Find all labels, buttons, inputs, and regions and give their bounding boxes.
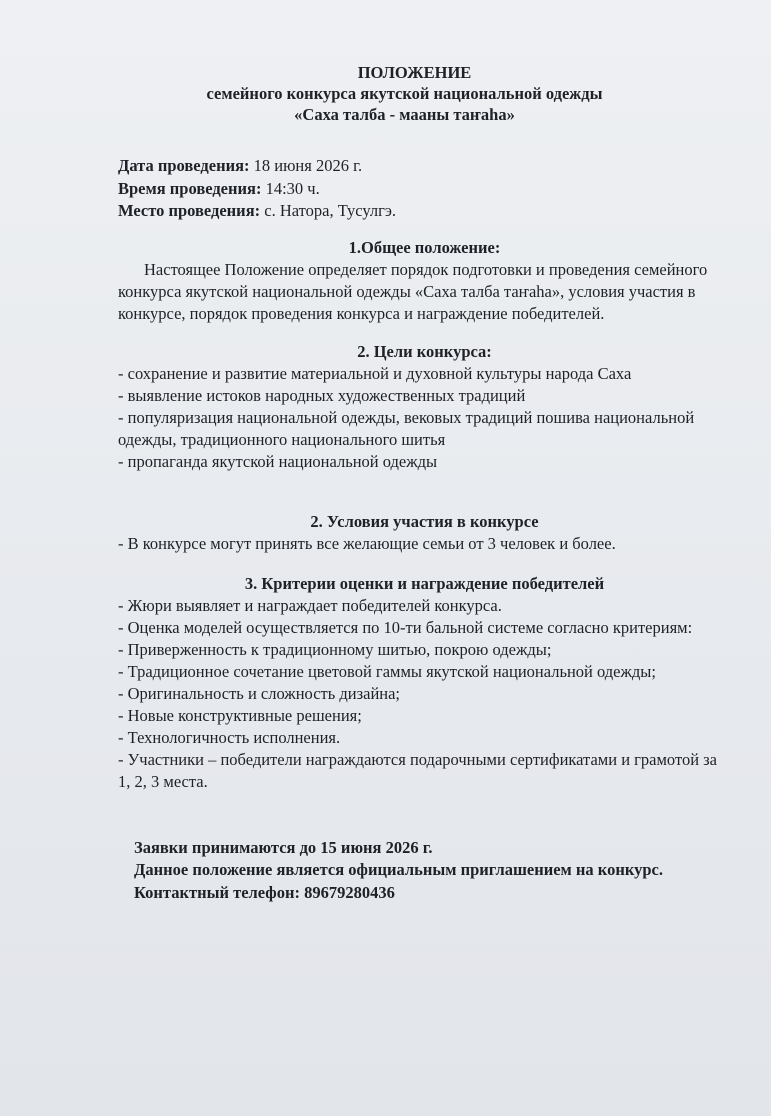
title-line-2: семейного конкурса якутской национальной одежды [206,84,603,103]
list-item: - выявление истоков народных художественных традиций [118,385,526,405]
section-criteria [118,573,731,793]
deadline-line: Заявки принимаются до 15 июня 2026 г. [134,837,433,857]
list-item: - сохранение и развитие материальной и духовной культуры народа Саха [118,363,632,383]
place-value: с. Натора, Тусулгэ. [260,201,397,220]
section-conditions [118,511,731,555]
list-item: - Технологичность исполнения. [118,727,341,747]
contact-phone-line: Контактный телефон: 89679280436 [134,882,395,902]
section-goals [118,341,731,473]
invitation-line: Данное положение является официальным приглашением на конкурс. [134,860,663,879]
place-line [118,200,731,223]
date-line [118,155,731,178]
document-title [118,62,691,125]
list-item: - Оригинальность и сложность дизайна; [118,683,401,703]
section-general-text: Настоящее Положение определяет порядок подготовки и проведения семейного конкурса якутской национальной одежды «Саха талба таҥаһа», условия участия в конкурсе, порядок проведения конкурса и награждение победителей. [118,259,708,323]
place-label: Место проведения: [118,201,261,220]
list-item: - Участники – победители награждаются подарочными сертификатами и грамотой за 1, 2, 3 места. [118,749,718,791]
time-label: Время проведения: [118,178,262,198]
date-label: Дата проведения: [118,156,250,175]
list-item: - Оценка моделей осуществляется по 10-ти бальной системе согласно критериям: [118,617,693,637]
list-item: - В конкурсе могут принять все желающие семьи от 3 человек и более. [118,533,616,553]
list-item: - пропаганда якутской национальной одежды [118,451,438,471]
list-item: - Приверженность к традиционному шитью, покрою одежды; [118,639,552,659]
list-item: - Новые конструктивные решения; [118,705,362,725]
list-item: - Жюри выявляет и награждает победителей конкурса. [118,595,502,615]
date-value: 18 июня 2026 г. [249,156,363,175]
section-general-title: 1.Общее положение: [348,237,501,257]
title-line-3: «Саха талба - мааны таҥаһа» [294,105,515,124]
event-info [118,155,731,223]
time-value: 14:30 ч. [261,178,320,198]
title-line-1: ПОЛОЖЕНИЕ [357,63,472,82]
list-item: - Традиционное сочетание цветовой гаммы якутской национальной одежды; [118,661,656,681]
list-item: - популяризация национальной одежды, вековых традиций пошива национальной одежды, традиционного национального шитья [118,407,695,449]
time-line [118,178,731,201]
section-conditions-title: 2. Условия участия в конкурсе [310,511,539,531]
section-general [118,237,731,325]
section-goals-title: 2. Цели конкурса: [357,341,492,361]
footer-notes [134,837,731,905]
section-criteria-title: 3. Критерии оценки и награждение победителей [244,573,605,593]
